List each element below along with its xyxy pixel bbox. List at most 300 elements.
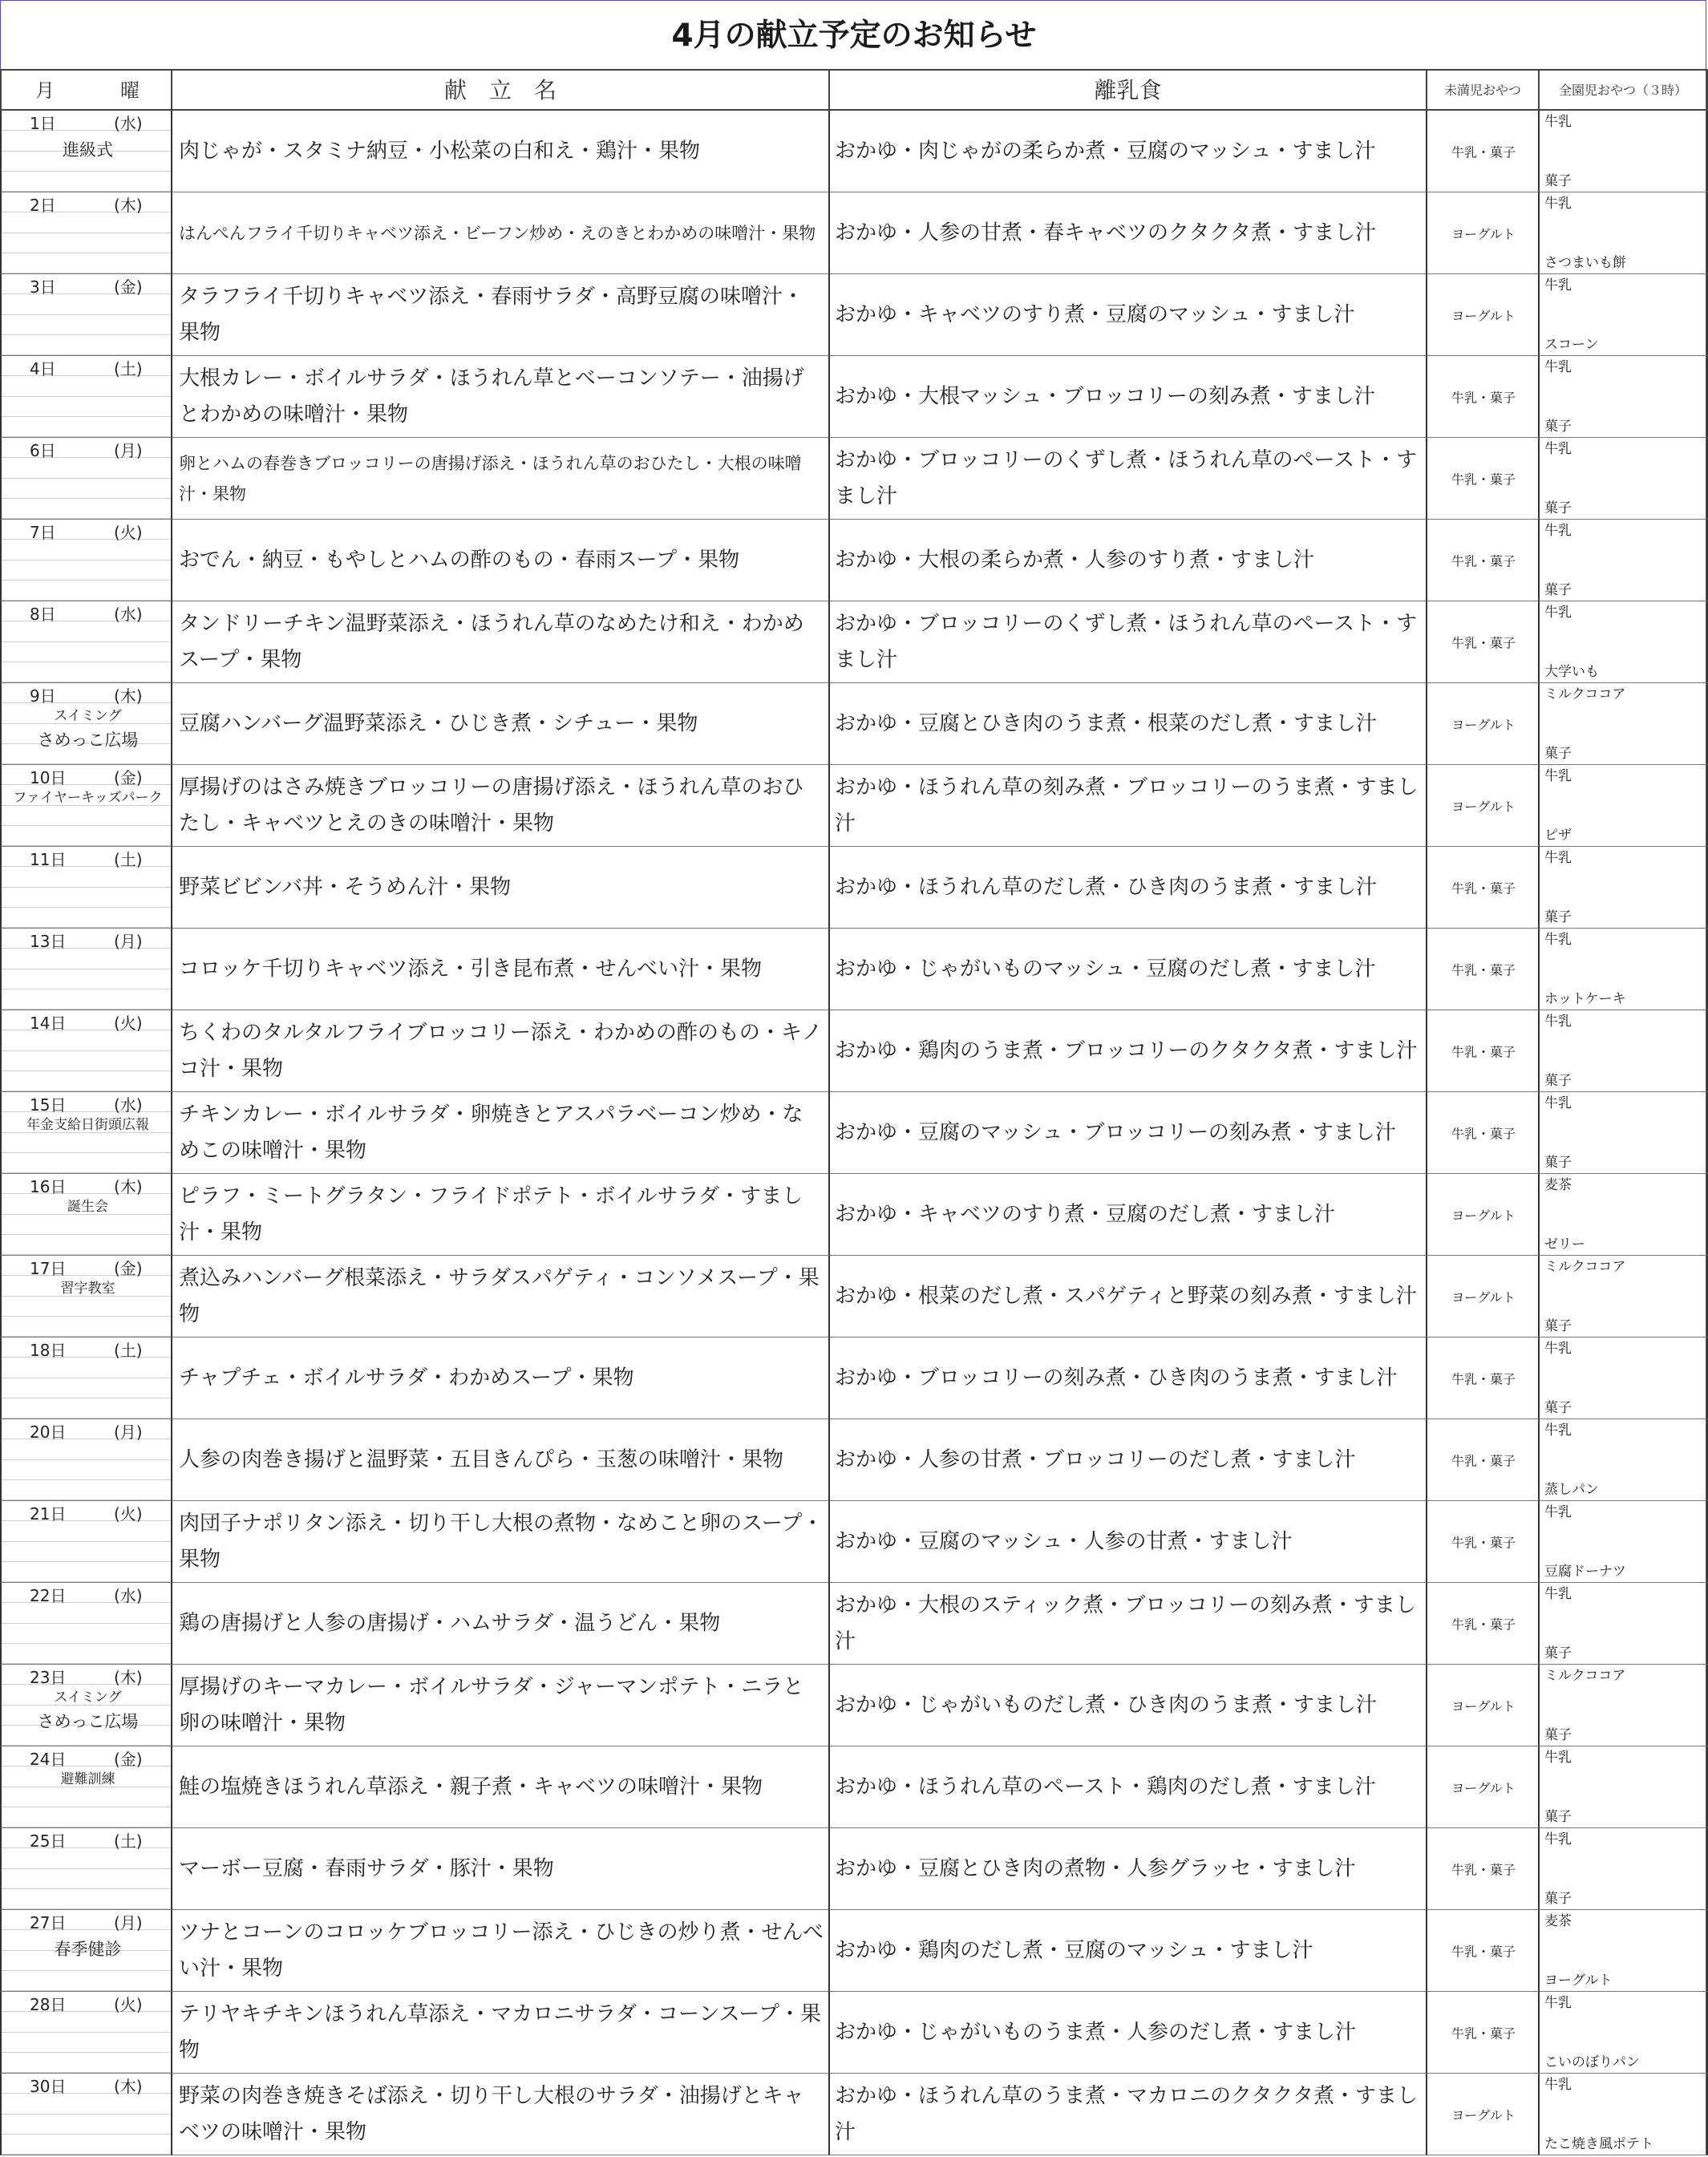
young-snack-cell: [1427, 765, 1540, 847]
day-label: 3日: [30, 277, 56, 297]
weekday-label: (火): [114, 1014, 143, 1033]
snack-food: さつまいも餅: [1544, 255, 1626, 271]
all-snack-cell: [1540, 1010, 1708, 1092]
date-cell: [0, 438, 172, 520]
weekday-label: (土): [114, 1831, 143, 1851]
menu-cell: [172, 1910, 830, 1992]
young-snack-text: ヨーグルト: [1451, 1780, 1516, 1795]
day-label: 7日: [30, 523, 56, 542]
all-snack-cell: [1540, 847, 1708, 929]
all-snack-cell: [1540, 1746, 1708, 1828]
weekday-label: (金): [114, 768, 143, 787]
all-snack-cell: [1540, 1174, 1708, 1256]
day-label: 30日: [30, 2077, 67, 2096]
baby-food-text: おかゆ・肉じゃがの柔らか煮・豆腐のマッシュ・すまし汁: [835, 139, 1376, 163]
weekday-label: (水): [114, 114, 143, 133]
baby-food-cell: [830, 1828, 1427, 1910]
menu-cell: [172, 1338, 830, 1419]
date-cell: [0, 1910, 172, 1992]
all-snack-cell: [1540, 929, 1708, 1010]
young-snack-text: 牛乳・菓子: [1451, 1126, 1516, 1141]
young-snack-cell: [1427, 601, 1540, 683]
menu-cell: [172, 1256, 830, 1338]
baby-food-text: おかゆ・ブロッコリーの刻み煮・ひき肉のうま煮・すまし汁: [835, 1366, 1398, 1390]
snack-drink: 牛乳: [1544, 768, 1572, 784]
day-label: 20日: [30, 1422, 67, 1442]
snack-drink: 牛乳: [1544, 359, 1572, 375]
all-snack-cell: [1540, 2074, 1708, 2155]
menu-text: タラフライ千切りキャベツ添え・春雨サラダ・高野豆腐の味噌汁・果物: [179, 284, 803, 345]
young-snack-text: ヨーグルト: [1451, 717, 1516, 732]
menu-text: 野菜ビビンバ丼・そうめん汁・果物: [179, 875, 512, 899]
snack-food: 豆腐ドーナツ: [1544, 1564, 1626, 1580]
menu-cell: [172, 1665, 830, 1746]
snack-food: こいのぼりパン: [1544, 2054, 1640, 2070]
all-snack-cell: [1540, 1338, 1708, 1419]
weekday-label: (金): [114, 1750, 143, 1769]
young-snack-cell: [1427, 1092, 1540, 1174]
day-label: 15日: [30, 1095, 67, 1115]
day-label: 1日: [30, 114, 56, 133]
page-title: 4月の献立予定のお知らせ: [671, 18, 1037, 54]
all-snack-cell: [1540, 765, 1708, 847]
date-cell: [0, 2074, 172, 2155]
baby-food-text: おかゆ・大根マッシュ・ブロッコリーの刻み煮・すまし汁: [835, 384, 1375, 408]
snack-drink: 牛乳: [1544, 1586, 1572, 1602]
day-label: 10日: [30, 768, 67, 787]
table-row: [0, 1501, 1708, 1583]
menu-text: ピラフ・ミートグラタン・フライドポテト・ボイルサラダ・すまし汁・果物: [179, 1184, 803, 1244]
baby-food-cell: [830, 520, 1427, 601]
young-snack-cell: [1427, 2074, 1540, 2155]
baby-food-cell: [830, 192, 1427, 274]
baby-food-text: おかゆ・豆腐とひき肉のうま煮・根菜のだし煮・すまし汁: [835, 711, 1378, 735]
all-snack-cell: [1540, 1256, 1708, 1338]
day-label: 17日: [30, 1259, 67, 1278]
event-note-2: さめっこ広場: [37, 1712, 139, 1731]
young-snack-text: ヨーグルト: [1451, 1208, 1516, 1223]
table-row: [0, 1910, 1708, 1992]
header-weekday: 曜: [120, 79, 140, 102]
header-baby-food: [830, 69, 1427, 111]
all-snack-cell: [1540, 1665, 1708, 1746]
snack-drink: 牛乳: [1544, 1995, 1572, 2011]
all-snack-cell: [1540, 1501, 1708, 1583]
snack-drink: ミルクココア: [1544, 1259, 1626, 1275]
all-snack-cell: [1540, 438, 1708, 520]
snack-drink: 牛乳: [1544, 1095, 1572, 1111]
day-label: 4日: [30, 359, 56, 378]
all-snack-cell: [1540, 520, 1708, 601]
young-snack-cell: [1427, 1992, 1540, 2074]
weekday-label: (火): [114, 523, 143, 542]
menu-cell: [172, 192, 830, 274]
baby-food-text: おかゆ・豆腐のマッシュ・ブロッコリーの刻み煮・すまし汁: [835, 1120, 1396, 1144]
day-label: 18日: [30, 1341, 67, 1360]
table-row: [0, 1992, 1708, 2074]
day-label: 2日: [30, 196, 56, 215]
date-cell: [0, 356, 172, 438]
header-all-snack-label: 全園児おやつ（３時）: [1558, 83, 1687, 98]
young-snack-text: 牛乳・菓子: [1451, 390, 1516, 405]
table-row: [0, 2074, 1708, 2155]
header-young-snack-label: 未満児おやつ: [1443, 83, 1521, 98]
weekday-label: (土): [114, 1341, 143, 1360]
young-snack-text: 牛乳・菓子: [1451, 962, 1516, 977]
snack-drink: 麦茶: [1544, 1177, 1572, 1193]
weekday-label: (水): [114, 1586, 143, 1605]
weekday-label: (木): [114, 686, 143, 706]
date-cell: [0, 1746, 172, 1828]
event-note-2: さめっこ広場: [37, 730, 139, 750]
young-snack-text: ヨーグルト: [1451, 226, 1516, 241]
date-cell: [0, 111, 172, 192]
event-note-1: スイミング: [54, 1690, 122, 1706]
menu-text: 鶏の唐揚げと人参の唐揚げ・ハムサラダ・温うどん・果物: [179, 1611, 721, 1635]
header-baby-food-label: 離乳食: [1094, 77, 1162, 103]
young-snack-text: 牛乳・菓子: [1451, 1044, 1516, 1059]
menu-text: 肉じゃが・スタミナ納豆・小松菜の白和え・鶏汁・果物: [179, 139, 701, 163]
menu-cell: [172, 765, 830, 847]
menu-text: 煮込みハンバーグ根菜添え・サラダスパゲティ・コンソメスープ・果物: [179, 1265, 820, 1326]
snack-food: 菓子: [1544, 1809, 1572, 1825]
young-snack-cell: [1427, 683, 1540, 765]
young-snack-text: ヨーグルト: [1451, 1698, 1516, 1714]
young-snack-cell: [1427, 1419, 1540, 1501]
day-label: 6日: [30, 441, 56, 460]
table-row: [0, 1746, 1708, 1828]
young-snack-text: 牛乳・菓子: [1451, 553, 1516, 569]
header-menu-label: 献 立 名: [443, 77, 557, 103]
snack-food: 菓子: [1544, 1727, 1572, 1743]
menu-text: コロッケ千切りキャベツ添え・引き昆布煮・せんべい汁・果物: [179, 957, 762, 981]
baby-food-cell: [830, 1174, 1427, 1256]
table-row: [0, 1256, 1708, 1338]
baby-food-cell: [830, 438, 1427, 520]
table-row: [0, 1174, 1708, 1256]
menu-cell: [172, 929, 830, 1010]
weekday-label: (月): [114, 441, 143, 460]
day-label: 25日: [30, 1831, 67, 1851]
snack-food: ピザ: [1544, 828, 1572, 844]
young-snack-cell: [1427, 1338, 1540, 1419]
day-label: 27日: [30, 1913, 67, 1932]
snack-drink: 牛乳: [1544, 932, 1572, 948]
menu-text: おでん・納豆・もやしとハムの酢のもの・春雨スープ・果物: [179, 548, 740, 572]
table-row: [0, 847, 1708, 929]
snack-food: 菓子: [1544, 909, 1572, 925]
event-note-2: 春季健診: [54, 1940, 122, 1959]
date-cell: [0, 1010, 172, 1092]
menu-cell: [172, 1010, 830, 1092]
table-row: [0, 683, 1708, 765]
day-label: 21日: [30, 1504, 67, 1524]
menu-cell: [172, 438, 830, 520]
menu-text: チャプチェ・ボイルサラダ・わかめスープ・果物: [179, 1366, 634, 1390]
date-cell: [0, 1828, 172, 1910]
snack-drink: 牛乳: [1544, 605, 1572, 621]
young-snack-cell: [1427, 1501, 1540, 1583]
all-snack-cell: [1540, 274, 1708, 356]
menu-text: 厚揚げのキーマカレー・ボイルサラダ・ジャーマンポテト・ニラと卵の味噌汁・果物: [179, 1674, 804, 1735]
table-row: [0, 356, 1708, 438]
menu-text: 卵とハムの春巻きブロッコリーの唐揚げ添え・ほうれん草のおひたし・大根の味噌汁・果物: [179, 453, 802, 504]
snack-food: 大学いも: [1544, 664, 1599, 680]
young-snack-text: 牛乳・菓子: [1451, 144, 1516, 160]
snack-food: ヨーグルト: [1544, 1973, 1613, 1989]
menu-text: 肉団子ナポリタン添え・切り干し大根の煮物・なめこと卵のスープ・果物: [179, 1511, 824, 1572]
snack-drink: 牛乳: [1544, 850, 1572, 866]
baby-food-cell: [830, 1665, 1427, 1746]
day-label: 9日: [30, 686, 56, 706]
young-snack-text: 牛乳・菓子: [1451, 880, 1516, 896]
menu-cell: [172, 1828, 830, 1910]
all-snack-cell: [1540, 601, 1708, 683]
menu-text: テリヤキチキンほうれん草添え・マカロニサラダ・コーンスープ・果物: [179, 2001, 822, 2062]
weekday-label: (水): [114, 1095, 143, 1115]
snack-drink: 麦茶: [1544, 1913, 1572, 1929]
date-cell: [0, 192, 172, 274]
all-snack-cell: [1540, 1910, 1708, 1992]
baby-food-text: おかゆ・ブロッコリーのくずし煮・ほうれん草のペースト・すまし汁: [835, 447, 1418, 508]
young-snack-cell: [1427, 847, 1540, 929]
header-young-snack: [1427, 69, 1540, 111]
all-snack-cell: [1540, 1583, 1708, 1665]
baby-food-cell: [830, 765, 1427, 847]
young-snack-cell: [1427, 1828, 1540, 1910]
table-row: [0, 1583, 1708, 1665]
menu-text: ちくわのタルタルフライブロッコリー添え・わかめの酢のもの・キノコ汁・果物: [179, 1020, 823, 1081]
young-snack-cell: [1427, 111, 1540, 192]
snack-food: 菓子: [1544, 500, 1572, 516]
young-snack-cell: [1427, 520, 1540, 601]
baby-food-text: おかゆ・根菜のだし煮・スパゲティと野菜の刻み煮・すまし汁: [835, 1284, 1417, 1308]
snack-food: スコーン: [1544, 337, 1599, 353]
snack-food: 菓子: [1544, 1318, 1572, 1334]
all-snack-cell: [1540, 356, 1708, 438]
event-note-1: 避難訓練: [60, 1771, 115, 1787]
young-snack-cell: [1427, 192, 1540, 274]
baby-food-text: おかゆ・じゃがいものマッシュ・豆腐のだし煮・すまし汁: [835, 957, 1376, 981]
weekday-label: (木): [114, 1668, 143, 1687]
menu-cell: [172, 520, 830, 601]
young-snack-text: 牛乳・菓子: [1451, 1944, 1516, 1959]
all-snack-cell: [1540, 1828, 1708, 1910]
baby-food-text: おかゆ・人参の甘煮・春キャベツのクタクタ煮・すまし汁: [835, 221, 1376, 245]
baby-food-cell: [830, 929, 1427, 1010]
baby-food-text: おかゆ・キャベツのすり煮・豆腐のマッシュ・すまし汁: [835, 302, 1355, 326]
event-note-1: 年金支給日街頭広報: [26, 1117, 149, 1133]
menu-text: はんぺんフライ千切りキャベツ添え・ビーフン炒め・えのきとわかめの味噌汁・果物: [179, 223, 816, 243]
young-snack-text: 牛乳・菓子: [1451, 1371, 1516, 1386]
young-snack-cell: [1427, 1256, 1540, 1338]
date-cell: [0, 520, 172, 601]
all-snack-cell: [1540, 192, 1708, 274]
snack-drink: 牛乳: [1544, 2077, 1572, 2093]
snack-food: 菓子: [1544, 1073, 1572, 1089]
header-all-snack: [1540, 69, 1708, 111]
snack-food: 菓子: [1544, 1155, 1572, 1171]
date-cell: [0, 1174, 172, 1256]
table-row: [0, 1828, 1708, 1910]
event-note-1: ファイヤーキッズパーク: [13, 790, 163, 806]
young-snack-text: 牛乳・菓子: [1451, 1535, 1516, 1550]
snack-food: ホットケーキ: [1544, 991, 1626, 1007]
table-row: [0, 1338, 1708, 1419]
date-cell: [0, 1092, 172, 1174]
menu-text: ツナとコーンのコロッケブロッコリー添え・ひじきの炒り煮・せんべい汁・果物: [179, 1920, 824, 1981]
snack-food: 菓子: [1544, 746, 1572, 762]
weekday-label: (土): [114, 850, 143, 869]
weekday-label: (火): [114, 1995, 143, 2014]
young-snack-text: 牛乳・菓子: [1451, 471, 1516, 487]
table-row: [0, 111, 1708, 192]
table-row: [0, 929, 1708, 1010]
menu-cell: [172, 1746, 830, 1828]
menu-text: 大根カレー・ボイルサラダ・ほうれん草とベーコンソテー・油揚げとわかめの味噌汁・果物: [179, 366, 804, 427]
baby-food-text: おかゆ・大根の柔らか煮・人参のすり煮・すまし汁: [835, 548, 1315, 572]
baby-food-text: おかゆ・大根のスティック煮・ブロッコリーの刻み煮・すまし汁: [835, 1592, 1416, 1653]
snack-food: 蒸しパン: [1544, 1482, 1599, 1498]
day-label: 13日: [30, 932, 67, 951]
young-snack-cell: [1427, 1746, 1540, 1828]
date-cell: [0, 1256, 172, 1338]
baby-food-cell: [830, 356, 1427, 438]
baby-food-cell: [830, 1010, 1427, 1092]
snack-food: 菓子: [1544, 1400, 1572, 1416]
snack-drink: ミルクココア: [1544, 686, 1626, 702]
baby-food-text: おかゆ・じゃがいものだし煮・ひき肉のうま煮・すまし汁: [835, 1693, 1378, 1717]
table-row: [0, 765, 1708, 847]
baby-food-text: おかゆ・じゃがいものうま煮・人参のだし煮・すまし汁: [835, 2020, 1357, 2044]
table-row: [0, 192, 1708, 274]
header-month: 月: [35, 79, 55, 102]
young-snack-text: ヨーグルト: [1451, 799, 1516, 814]
date-cell: [0, 274, 172, 356]
all-snack-cell: [1540, 1092, 1708, 1174]
baby-food-text: おかゆ・ほうれん草のだし煮・ひき肉のうま煮・すまし汁: [835, 875, 1378, 899]
menu-text: 人参の肉巻き揚げと温野菜・五目きんぴら・玉葱の味噌汁・果物: [179, 1447, 784, 1471]
baby-food-text: おかゆ・鶏肉のだし煮・豆腐のマッシュ・すまし汁: [835, 1938, 1313, 1962]
menu-cell: [172, 601, 830, 683]
weekday-label: (火): [114, 1504, 143, 1524]
date-cell: [0, 1419, 172, 1501]
snack-drink: 牛乳: [1544, 441, 1572, 457]
menu-cell: [172, 1992, 830, 2074]
snack-food: 菓子: [1544, 173, 1572, 189]
menu-text: マーボー豆腐・春雨サラダ・豚汁・果物: [179, 1856, 554, 1880]
weekday-label: (月): [114, 932, 143, 951]
header-date: [0, 69, 172, 111]
snack-food: 菓子: [1544, 582, 1572, 598]
baby-food-text: おかゆ・豆腐とひき肉の煮物・人参グラッセ・すまし汁: [835, 1856, 1356, 1880]
menu-cell: [172, 1092, 830, 1174]
menu-text: 厚揚げのはさみ焼きブロッコリーの唐揚げ添え・ほうれん草のおひたし・キャベツとえのきの味噌汁・果物: [179, 775, 804, 836]
table-row: [0, 1665, 1708, 1746]
weekday-label: (月): [114, 1422, 143, 1442]
young-snack-cell: [1427, 1583, 1540, 1665]
snack-food: 菓子: [1544, 419, 1572, 435]
young-snack-text: ヨーグルト: [1451, 308, 1516, 323]
baby-food-text: おかゆ・キャベツのすり煮・豆腐のだし煮・すまし汁: [835, 1202, 1336, 1226]
weekday-label: (木): [114, 2077, 143, 2096]
young-snack-cell: [1427, 1910, 1540, 1992]
baby-food-cell: [830, 1501, 1427, 1583]
baby-food-cell: [830, 1092, 1427, 1174]
young-snack-text: 牛乳・菓子: [1451, 1453, 1516, 1468]
baby-food-cell: [830, 111, 1427, 192]
day-label: 8日: [30, 605, 56, 624]
young-snack-cell: [1427, 438, 1540, 520]
young-snack-cell: [1427, 274, 1540, 356]
snack-drink: 牛乳: [1544, 1014, 1572, 1030]
young-snack-text: 牛乳・菓子: [1451, 1862, 1516, 1877]
baby-food-text: おかゆ・ほうれん草のペースト・鶏肉のだし煮・すまし汁: [835, 1775, 1376, 1799]
menu-cell: [172, 356, 830, 438]
menu-text: タンドリーチキン温野菜添え・ほうれん草のなめたけ和え・わかめスープ・果物: [179, 611, 804, 672]
baby-food-text: おかゆ・鶏肉のうま煮・ブロッコリーのクタクタ煮・すまし汁: [835, 1038, 1418, 1062]
day-label: 16日: [30, 1177, 67, 1196]
snack-food: 菓子: [1544, 1891, 1572, 1907]
young-snack-text: ヨーグルト: [1451, 2107, 1516, 2123]
table-row: [0, 274, 1708, 356]
date-cell: [0, 601, 172, 683]
all-snack-cell: [1540, 1419, 1708, 1501]
menu-cell: [172, 683, 830, 765]
day-label: 22日: [30, 1586, 67, 1605]
snack-drink: ミルクココア: [1544, 1668, 1626, 1684]
weekday-label: (木): [114, 196, 143, 215]
baby-food-cell: [830, 1910, 1427, 1992]
snack-drink: 牛乳: [1544, 1422, 1572, 1439]
date-cell: [0, 929, 172, 1010]
snack-drink: 牛乳: [1544, 1831, 1572, 1847]
menu-cell: [172, 111, 830, 192]
date-cell: [0, 847, 172, 929]
menu-cell: [172, 847, 830, 929]
table-row: [0, 1092, 1708, 1174]
baby-food-cell: [830, 1338, 1427, 1419]
baby-food-text: おかゆ・ブロッコリーのくずし煮・ほうれん草のペースト・すまし汁: [835, 611, 1418, 672]
menu-cell: [172, 2074, 830, 2155]
baby-food-cell: [830, 274, 1427, 356]
young-snack-text: 牛乳・菓子: [1451, 1617, 1516, 1632]
day-label: 23日: [30, 1668, 67, 1687]
all-snack-cell: [1540, 683, 1708, 765]
date-cell: [0, 1338, 172, 1419]
event-note-1: 誕生会: [67, 1199, 108, 1215]
weekday-label: (木): [114, 1177, 143, 1196]
snack-food: 菓子: [1544, 1645, 1572, 1661]
young-snack-cell: [1427, 929, 1540, 1010]
table-row: [0, 1010, 1708, 1092]
menu-text: 鮭の塩焼きほうれん草添え・親子煮・キャベツの味噌汁・果物: [179, 1775, 763, 1799]
baby-food-cell: [830, 1256, 1427, 1338]
snack-drink: 牛乳: [1544, 277, 1572, 293]
all-snack-cell: [1540, 111, 1708, 192]
menu-cell: [172, 1501, 830, 1583]
event-note-1: スイミング: [54, 708, 122, 724]
young-snack-text: 牛乳・菓子: [1451, 2025, 1516, 2041]
date-cell: [0, 1992, 172, 2074]
snack-drink: 牛乳: [1544, 523, 1572, 539]
table-row: [0, 1419, 1708, 1501]
snack-drink: 牛乳: [1544, 114, 1572, 130]
baby-food-cell: [830, 1583, 1427, 1665]
baby-food-cell: [830, 847, 1427, 929]
menu-cell: [172, 1174, 830, 1256]
weekday-label: (月): [114, 1913, 143, 1932]
